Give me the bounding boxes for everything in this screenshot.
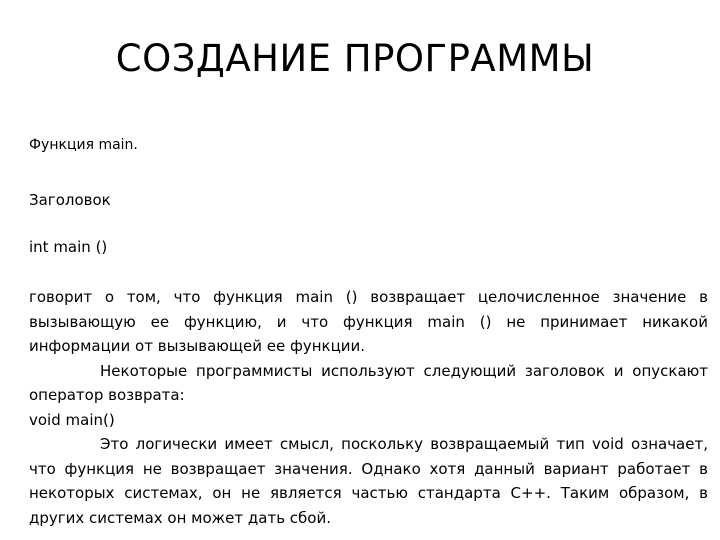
code-signature: int main () (29, 238, 108, 256)
paragraph-description: говорит о том, что функция main () возвращает целочисленное значение в вызывающую ее функцию, и что функция main () не принимает никакой информации от вызывающей ее функции. (29, 288, 708, 355)
body-text (29, 285, 708, 530)
paragraph-alternative: Некоторые программисты используют следующий заголовок и опускают оператор возврата: (29, 361, 708, 404)
subtitle: Функция main. (29, 137, 138, 153)
paragraph-explanation: Это логически имеет смысл, поскольку возвращаемый тип void означает, что функция не возвращает значения. Однако хотя данный вариант работает в некоторых системах, он не является частью стандарта C++. Таким образом, в других системах он может дать сбой. (29, 435, 708, 527)
code-void-main: void main() (29, 410, 115, 429)
slide-title: СОЗДАНИЕ ПРОГРАММЫ (115, 37, 595, 80)
heading: Заголовок (29, 191, 111, 209)
